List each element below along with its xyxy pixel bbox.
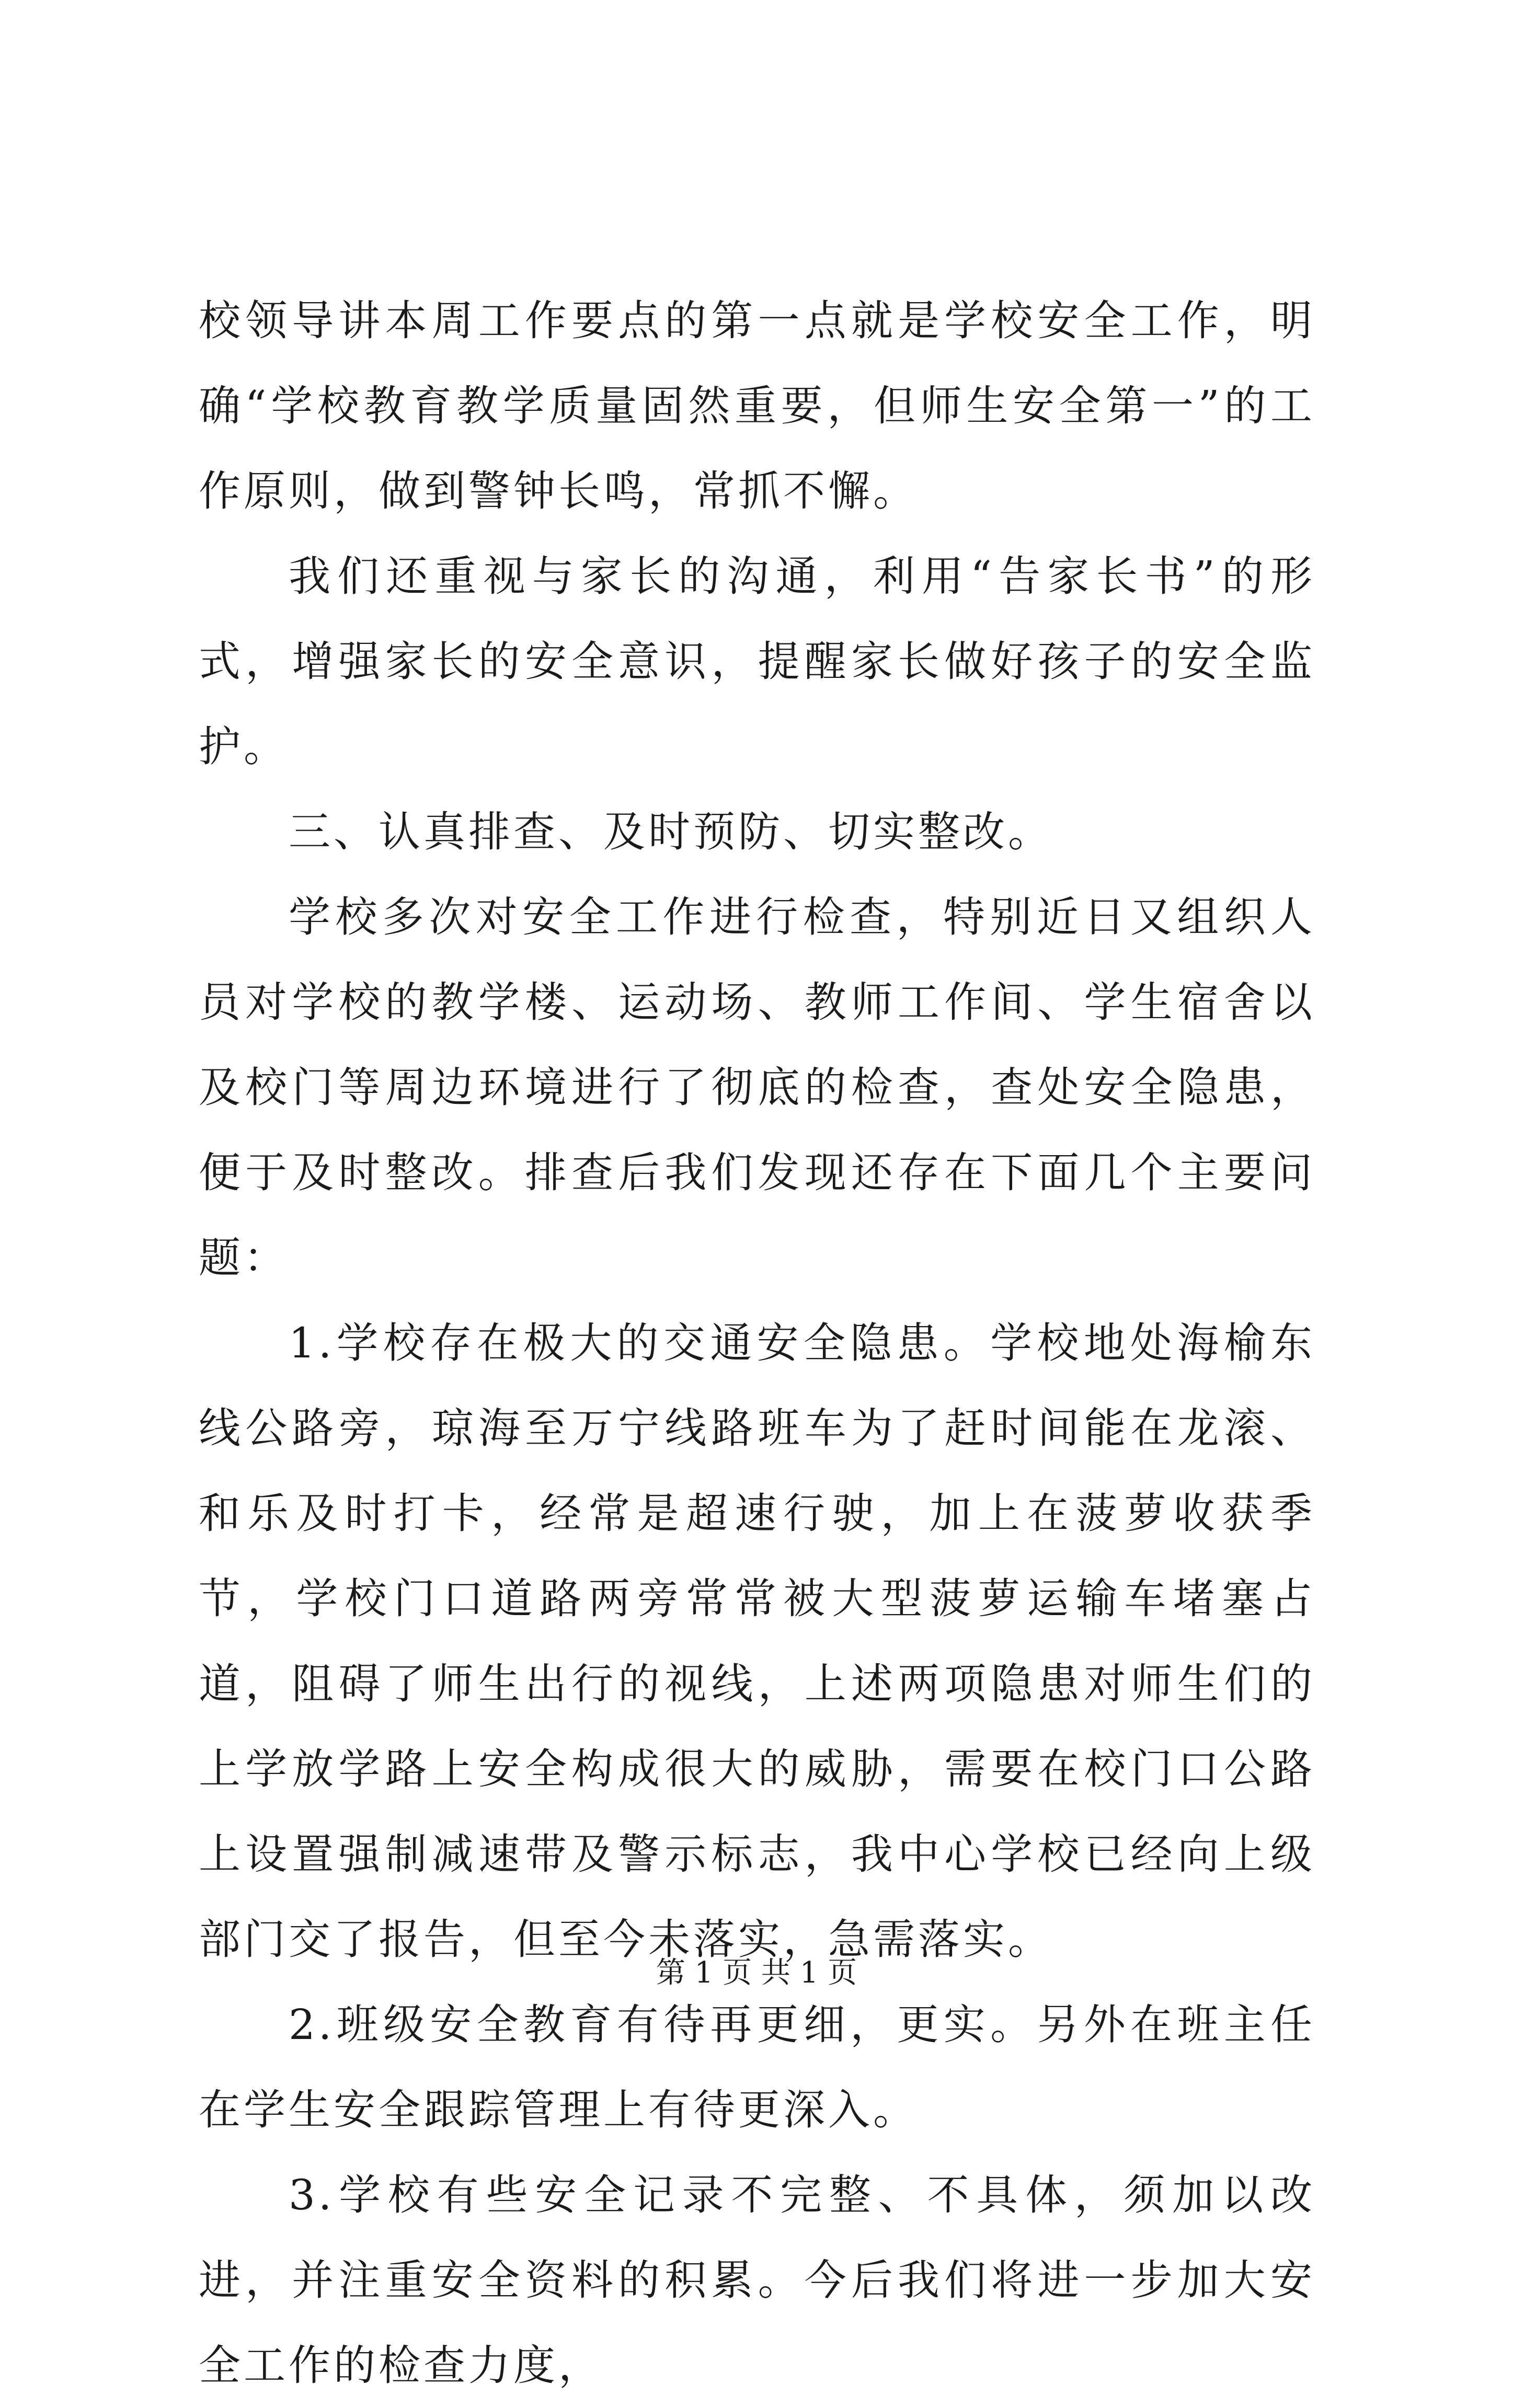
list-item-1: 1.学校存在极大的交通安全隐患。学校地处海榆东线公路旁，琼海至万宁线路班车为了赶时间能在龙滚、和乐及时打卡，经常是超速行驶，加上在菠萝收获季节，学校门口道路两旁常常被大型菠萝运输车堵塞占道，阻碍了师生出行的视线，上述两项隐患对师生们的上学放学路上安全构成很大的威胁，需要在校门口公路上设置强制减速带及警示标志，我中心学校已经向上级部门交了报告，但至今未落实，急需落实。 bbox=[199, 1319, 1315, 1964]
document-body bbox=[199, 278, 1315, 2408]
list-item-2: 2.班级安全教育有待再更细，更实。另外在班主任在学生安全跟踪管理上有待更深入。 bbox=[199, 2000, 1315, 2134]
paragraph-inspection: 学校多次对安全工作进行检查，特别近日又组织人员对学校的教学楼、运动场、教师工作间、学生宿舍以及校门等周边环境进行了彻底的检查，查处安全隐患，便于及时整改。排查后我们发现还存在下面几个主要问题： bbox=[199, 893, 1315, 1282]
paragraph-continuation: 校领导讲本周工作要点的第一点就是学校安全工作，明确“学校教育教学质量固然重要，但师生安全第一”的工作原则，做到警钟长鸣，常抓不懈。 bbox=[199, 296, 1315, 515]
section-heading-3: 三、认真排查、及时预防、切实整改。 bbox=[289, 808, 1053, 856]
list-item-3: 3.学校有些安全记录不完整、不具体，须加以改进，并注重安全资料的积累。今后我们将进一步加大安全工作的检查力度， bbox=[199, 2171, 1315, 2390]
paragraph-parent-communication: 我们还重视与家长的沟通，利用“告家长书”的形式，增强家长的安全意识，提醒家长做好孩子的安全监护。 bbox=[199, 552, 1315, 771]
page-footer: 第 1 页 共 1 页 bbox=[656, 1956, 857, 1990]
